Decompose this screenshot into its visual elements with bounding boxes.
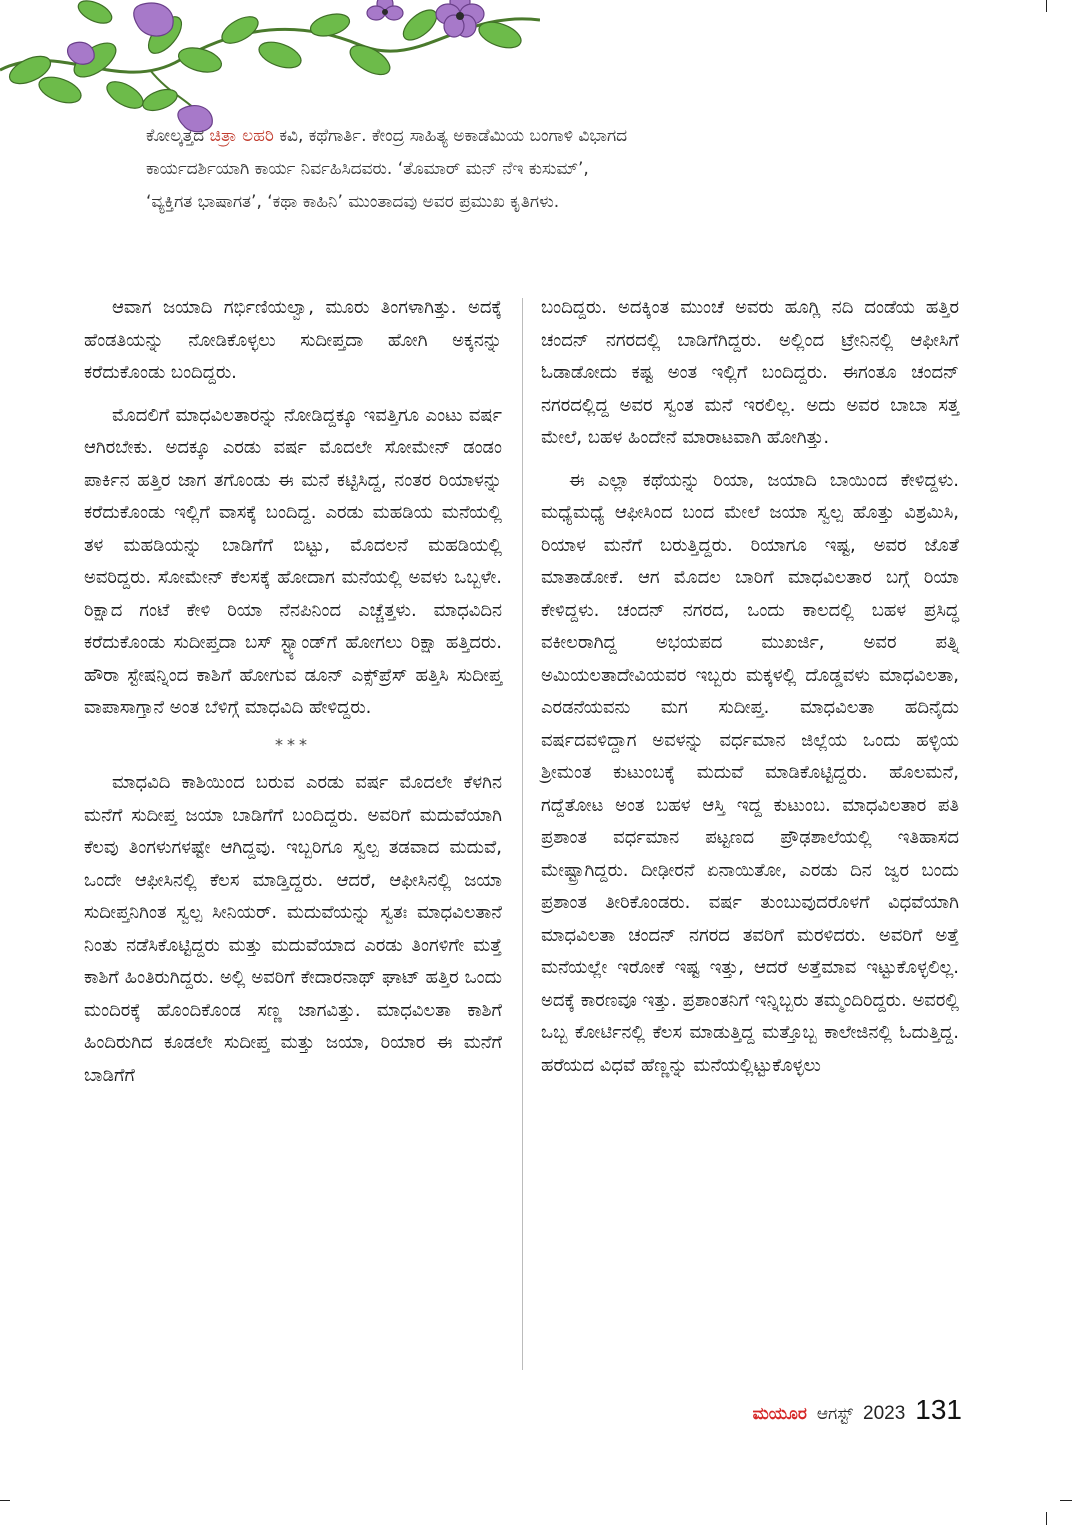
article-paragraph: ಮೊದಲಿಗೆ ಮಾಧವಿಲತಾರನ್ನು ನೋಡಿದ್ದಕ್ಕೂ ಇವತ್ತಿಗೂ ಎಂಟು ವರ್ಷ ಆಗಿರಬೇಕು. ಅದಕ್ಕೂ ಎರಡು ವರ್ಷ ಮೊದಲೇ ಸೋಮೇನ್ ಡಂಡಂ ಪಾರ್ಕಿನ ಹತ್ತಿರ ಜಾಗ ತಗೊಂಡು ಈ ಮನೆ ಕಟ್ಟಿಸಿದ್ದ, ನಂತರ ರಿಯಾಳನ್ನು ಕರೆದುಕೊಂಡು ಇಲ್ಲಿಗೆ ವಾಸಕ್ಕೆ ಬಂದಿದ್ದ. ಎರಡು ಮಹಡಿಯ ಮನೆಯಲ್ಲಿ ತಳ ಮಹಡಿಯನ್ನು ಬಾಡಿಗೆಗೆ ಬಿಟ್ಟು, ಮೊದಲನೆ ಮಹಡಿಯಲ್ಲಿ ಅವರಿದ್ದರು. ಸೋಮೇನ್ ಕೆಲಸಕ್ಕೆ ಹೋದಾಗ ಮನೆಯಲ್ಲಿ ಅವಳು ಒಬ್ಬಳೇ. ರಿಕ್ಷಾದ ಗಂಟೆ ಕೇಳಿ ರಿಯಾ ನೆನಪಿನಿಂದ ಎಚ್ಚೆತ್ತಳು. ಮಾಧವಿದಿನ ಕರೆದುಕೊಂಡು ಸುದೀಪ್ತದಾ ಬಸ್ ಸ್ಟ್ಯಾಂಡ್‌ಗೆ ಹೋಗಲು ರಿಕ್ಷಾ ಹತ್ತಿದರು. ಹೌರಾ ಸ್ಟೇಷನ್ನಿಂದ ಕಾಶಿಗೆ ಹೋಗುವ ಡೂನ್ ಎಕ್ಸ್‌ಪ್ರೆಸ್ ಹತ್ತಿಸಿ ಸುದೀಪ್ತ ವಾಪಾಸಾಗ್ತಾನೆ ಅಂತ ಬೆಳಿಗ್ಗೆ ಮಾಧವಿದಿ ಹೇಳಿದ್ದರು. — [84, 404, 502, 718]
crop-mark — [1046, 0, 1047, 12]
floral-vine-illustration — [0, 0, 540, 135]
issue-month: ಆಗಸ್ಟ್ — [816, 1404, 853, 1424]
author-bio-line: ಕಾರ್ಯದರ್ಶಿಯಾಗಿ ಕಾರ್ಯ ನಿರ್ವಹಿಸಿದವರು. ‘ತೊಮಾರ್ ಮನ್ ನೆಇ ಕುಸುಮ್’, — [146, 159, 589, 179]
section-separator: *** — [275, 734, 311, 754]
article-column-left — [84, 292, 502, 1102]
article-column-right — [541, 292, 959, 1092]
article-paragraph: ಬಂದಿದ್ದರು. ಅದಕ್ಕಿಂತ ಮುಂಚೆ ಅವರು ಹೂಗ್ಲಿ ನದಿ ದಂಡೆಯ ಹತ್ತಿರ ಚಂದನ್ ನಗರದಲ್ಲಿ ಬಾಡಿಗೆಗಿದ್ದರು. ಅಲ್ಲಿಂದ ಟ್ರೇನಿನಲ್ಲಿ ಆಫೀಸಿಗೆ ಓಡಾಡೋದು ಕಷ್ಟ ಅಂತ ಇಲ್ಲಿಗೆ ಬಂದಿದ್ದರು. ಈಗಂತೂ ಚಂದನ್ ನಗರದಲ್ಲಿದ್ದ ಅವರ ಸ್ವಂತ ಮನೆ ಇರಲಿಲ್ಲ. ಅದು ಅವರ ಬಾಬಾ ಸತ್ತ ಮೇಲೆ, ಬಹಳ ಹಿಂದೇನೆ ಮಾರಾಟವಾಗಿ ಹೋಗಿತ್ತು. — [541, 297, 959, 448]
bio-text: ಕೋಲ್ಕತ್ತದ — [146, 126, 210, 146]
author-bio-line — [146, 120, 926, 153]
crop-mark — [0, 1500, 10, 1501]
magazine-name: ಮಯೂರ — [752, 1404, 807, 1424]
crop-mark — [1060, 1500, 1072, 1501]
bio-text: ಕವಿ, ಕಥೆಗಾರ್ತಿ. ಕೇಂದ್ರ ಸಾಹಿತ್ಯ ಅಕಾಡೆಮಿಯ ಬಂಗಾಳಿ ವಿಭಾಗದ — [273, 126, 628, 146]
author-name: ಚಿತ್ರಾ ಲಹರಿ — [209, 126, 274, 146]
author-bio — [146, 120, 926, 219]
article-paragraph: ಈ ಎಲ್ಲಾ ಕಥೆಯನ್ನು ರಿಯಾ, ಜಯಾದಿ ಬಾಯಿಂದ ಕೇಳಿದ್ದಳು. ಮಧ್ಯೆಮಧ್ಯೆ ಆಫೀಸಿಂದ ಬಂದ ಮೇಲೆ ಜಯಾ ಸ್ವಲ್ಪ ಹೊತ್ತು ವಿಶ್ರಮಿಸಿ, ರಿಯಾಳ ಮನೆಗೆ ಬರುತ್ತಿದ್ದರು. ರಿಯಾಗೂ ಇಷ್ಟ, ಅವರ ಜೊತೆ ಮಾತಾಡೋಕೆ. ಆಗ ಮೊದಲ ಬಾರಿಗೆ ಮಾಧವಿಲತಾರ ಬಗ್ಗೆ ರಿಯಾ ಕೇಳಿದ್ದಳು. ಚಂದನ್ ನಗರದ, ಒಂದು ಕಾಲದಲ್ಲಿ ಬಹಳ ಪ್ರಸಿದ್ಧ ವಕೀಲರಾಗಿದ್ದ ಅಭಯಪದ ಮುಖರ್ಜಿ, ಅವರ ಪತ್ನಿ ಅಮಿಯಲತಾದೇವಿಯವರ ಇಬ್ಬರು ಮಕ್ಕಳಲ್ಲಿ ದೊಡ್ಡವಳು ಮಾಧವಿಲತಾ, ಎರಡನೆಯವನು ಮಗ ಸುದೀಪ್ತ. ಮಾಧವಿಲತಾ ಹದಿನೈದು ವರ್ಷದವಳಿದ್ದಾಗ ಅವಳನ್ನು ವರ್ಧಮಾನ ಜಿಲ್ಲೆಯ ಒಂದು ಹಳ್ಳಿಯ ಶ್ರೀಮಂತ ಕುಟುಂಬಕ್ಕೆ ಮದುವೆ ಮಾಡಿಕೊಟ್ಟಿದ್ದರು. ಹೊಲಮನೆ, ಗದ್ದೆತೋಟ ಅಂತ ಬಹಳ ಆಸ್ತಿ ಇದ್ದ ಕುಟುಂಬ. ಮಾಧವಿಲತಾರ ಪತಿ ಪ್ರಶಾಂತ ವರ್ಧಮಾನ ಪಟ್ಟಣದ ಪ್ರೌಢಶಾಲೆಯಲ್ಲಿ ಇತಿಹಾಸದ ಮೇಷ್ಟ್ರಾಗಿದ್ದರು. ದೀಢೀರನೆ ಏನಾಯಿತೋ, ಎರಡು ದಿನ ಜ್ವರ ಬಂದು ಪ್ರಶಾಂತ ತೀರಿಕೊಂಡರು. ವರ್ಷ ತುಂಬುವುದರೊಳಗೆ ವಿಧವೆಯಾಗಿ ಮಾಧವಿಲತಾ ಚಂದನ್ ನಗರದ ತವರಿಗೆ ಮರಳಿದರು. ಅವರಿಗೆ ಅತ್ತೆ ಮನೆಯಲ್ಲೇ ಇರೋಕೆ ಇಷ್ಟ ಇತ್ತು, ಆದರೆ ಅತ್ತೆಮಾವ ಇಟ್ಟುಕೊಳ್ಳಲಿಲ್ಲ. ಅದಕ್ಕೆ ಕಾರಣವೂ ಇತ್ತು. ಪ್ರಶಾಂತನಿಗೆ ಇನ್ನಿಬ್ಬರು ತಮ್ಮಂದಿರಿದ್ದರು. ಅವರಲ್ಲಿ ಒಬ್ಬ ಕೋರ್ಟಿನಲ್ಲಿ ಕೆಲಸ ಮಾಡುತ್ತಿದ್ದ ಮತ್ತೊಬ್ಬ ಕಾಲೇಜಿನಲ್ಲಿ ಓದುತ್ತಿದ್ದ. ಹರೆಯದ ವಿಧವೆ ಹೆಣ್ಣನ್ನು ಮನೆಯಲ್ಲಿಟ್ಟುಕೊಳ್ಳಲು — [541, 469, 959, 1076]
page-footer — [753, 1394, 962, 1426]
issue-year: 2023 — [863, 1403, 906, 1424]
column-divider — [522, 298, 523, 1370]
crop-mark — [1046, 1512, 1047, 1525]
page-number: 131 — [915, 1394, 962, 1425]
author-bio-line: ‘ವ್ಯಕ್ತಿಗತ ಭಾಷಾಗತ’, ‘ಕಥಾ ಕಾಹಿನಿ’ ಮುಂತಾದವು ಅವರ ಪ್ರಮುಖ ಕೃತಿಗಳು. — [146, 192, 560, 212]
article-paragraph: ಆವಾಗ ಜಯಾದಿ ಗರ್ಭಿಣಿಯಲ್ವಾ, ಮೂರು ತಿಂಗಳಾಗಿತ್ತು. ಅದಕ್ಕೆ ಹೆಂಡತಿಯನ್ನು ನೋಡಿಕೊಳ್ಳಲು ಸುದೀಪ್ತದಾ ಹೋಗಿ ಅಕ್ಕನನ್ನು ಕರೆದುಕೊಂಡು ಬಂದಿದ್ದರು. — [84, 297, 502, 383]
article-paragraph: ಮಾಧವಿದಿ ಕಾಶಿಯಿಂದ ಬರುವ ಎರಡು ವರ್ಷ ಮೊದಲೇ ಕೆಳಗಿನ ಮನೆಗೆ ಸುದೀಪ್ತ ಜಯಾ ಬಾಡಿಗೆಗೆ ಬಂದಿದ್ದರು. ಅವರಿಗೆ ಮದುವೆಯಾಗಿ ಕೆಲವು ತಿಂಗಳುಗಳಷ್ಟೇ ಆಗಿದ್ದವು. ಇಬ್ಬರಿಗೂ ಸ್ವಲ್ಪ ತಡವಾದ ಮದುವೆ, ಒಂದೇ ಆಫೀಸಿನಲ್ಲಿ ಕೆಲಸ ಮಾಡ್ತಿದ್ದರು. ಆದರೆ, ಆಫೀಸಿನಲ್ಲಿ ಜಯಾ ಸುದೀಪ್ತನಿಗಿಂತ ಸ್ವಲ್ಪ ಸೀನಿಯರ್. ಮದುವೆಯನ್ನು ಸ್ವತಃ ಮಾಧವಿಲತಾನೆ ನಿಂತು ನಡೆಸಿಕೊಟ್ಟಿದ್ದರು ಮತ್ತು ಮದುವೆಯಾದ ಎರಡು ತಿಂಗಳಿಗೇ ಮತ್ತೆ ಕಾಶಿಗೆ ಹಿಂತಿರುಗಿದ್ದರು. ಅಲ್ಲಿ ಅವರಿಗೆ ಕೇದಾರನಾಥ್ ಘಾಟ್ ಹತ್ತಿರ ಒಂದು ಮಂದಿರಕ್ಕೆ ಹೊಂದಿಕೊಂಡ ಸಣ್ಣ ಜಾಗವಿತ್ತು. ಮಾಧವಿಲತಾ ಕಾಶಿಗೆ ಹಿಂದಿರುಗಿದ ಕೂಡಲೇ ಸುದೀಪ್ತ ಮತ್ತು ಜಯಾ, ರಿಯಾರ ಈ ಮನೆಗೆ ಬಾಡಿಗೆಗೆ — [84, 772, 502, 1086]
